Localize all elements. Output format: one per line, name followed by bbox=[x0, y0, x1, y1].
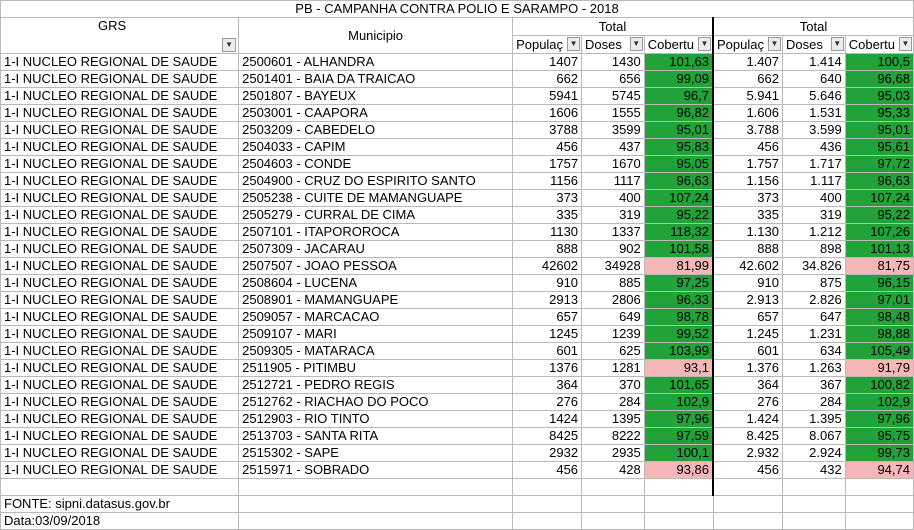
table-row bbox=[1, 224, 914, 241]
doses-b-cell[interactable]: 8.067 bbox=[783, 428, 846, 445]
coverage-a-cell[interactable]: 93,86 bbox=[644, 462, 713, 479]
coverage-b-cell[interactable]: 81,75 bbox=[845, 258, 913, 275]
coverage-b-cell[interactable]: 95,22 bbox=[845, 207, 913, 224]
column-header-label: Cobertu bbox=[647, 36, 695, 52]
empty-cell[interactable] bbox=[644, 496, 713, 513]
grs-cell[interactable]: 1-I NUCLEO REGIONAL DE SAUDE bbox=[1, 292, 239, 309]
doses-b-cell[interactable]: 319 bbox=[783, 207, 846, 224]
coverage-b-cell[interactable]: 107,24 bbox=[845, 190, 913, 207]
municipio-cell[interactable]: 2511905 - PITIMBU bbox=[239, 360, 513, 377]
empty-cell[interactable] bbox=[713, 496, 782, 513]
coverage-a-cell[interactable]: 101,65 bbox=[644, 377, 713, 394]
municipio-cell[interactable]: 2509107 - MARI bbox=[239, 326, 513, 343]
population-b-cell[interactable]: 1.156 bbox=[713, 173, 782, 190]
column-header-cob-a[interactable] bbox=[644, 36, 713, 54]
municipio-cell[interactable]: 2503209 - CABEDELO bbox=[239, 122, 513, 139]
doses-a-cell[interactable]: 370 bbox=[582, 377, 645, 394]
doses-b-cell[interactable]: 5.646 bbox=[783, 88, 846, 105]
empty-cell[interactable] bbox=[513, 513, 582, 530]
table-row bbox=[1, 326, 914, 343]
coverage-b-cell[interactable]: 95,03 bbox=[845, 88, 913, 105]
empty-cell[interactable] bbox=[845, 496, 913, 513]
coverage-a-cell[interactable]: 103,99 bbox=[644, 343, 713, 360]
municipio-cell[interactable]: 2507101 - ITAPOROROCA bbox=[239, 224, 513, 241]
empty-cell[interactable] bbox=[513, 479, 582, 496]
doses-a-cell[interactable]: 1337 bbox=[582, 224, 645, 241]
doses-a-cell[interactable]: 902 bbox=[582, 241, 645, 258]
doses-b-cell[interactable]: 1.414 bbox=[783, 54, 846, 71]
municipio-cell[interactable]: 2505279 - CURRAL DE CIMA bbox=[239, 207, 513, 224]
doses-b-cell[interactable]: 1.395 bbox=[783, 411, 846, 428]
population-b-cell[interactable]: 657 bbox=[713, 309, 782, 326]
doses-b-cell[interactable]: 875 bbox=[783, 275, 846, 292]
column-header-grs-label: GRS bbox=[97, 18, 127, 33]
coverage-a-cell[interactable]: 98,78 bbox=[644, 309, 713, 326]
population-b-cell[interactable]: 2.913 bbox=[713, 292, 782, 309]
municipio-cell[interactable]: 2512903 - RIO TINTO bbox=[239, 411, 513, 428]
municipio-cell[interactable]: 2503001 - CAAPORA bbox=[239, 105, 513, 122]
population-a-cell[interactable]: 888 bbox=[513, 241, 582, 258]
municipio-cell[interactable]: 2515971 - SOBRADO bbox=[239, 462, 513, 479]
doses-a-cell[interactable]: 2935 bbox=[582, 445, 645, 462]
column-header-doses-b[interactable] bbox=[783, 36, 846, 54]
grs-cell[interactable]: 1-I NUCLEO REGIONAL DE SAUDE bbox=[1, 309, 239, 326]
table-row bbox=[1, 428, 914, 445]
population-b-cell[interactable]: 601 bbox=[713, 343, 782, 360]
coverage-a-cell[interactable]: 101,58 bbox=[644, 241, 713, 258]
coverage-b-cell[interactable]: 101,13 bbox=[845, 241, 913, 258]
coverage-a-cell[interactable]: 97,25 bbox=[644, 275, 713, 292]
population-a-cell[interactable]: 456 bbox=[513, 462, 582, 479]
coverage-b-cell[interactable]: 94,74 bbox=[845, 462, 913, 479]
coverage-a-cell[interactable]: 102,9 bbox=[644, 394, 713, 411]
doses-b-cell[interactable]: 3.599 bbox=[783, 122, 846, 139]
population-b-cell[interactable]: 3.788 bbox=[713, 122, 782, 139]
population-b-cell[interactable]: 456 bbox=[713, 462, 782, 479]
coverage-a-cell[interactable]: 96,33 bbox=[644, 292, 713, 309]
population-a-cell[interactable]: 42602 bbox=[513, 258, 582, 275]
grs-cell[interactable]: 1-I NUCLEO REGIONAL DE SAUDE bbox=[1, 71, 239, 88]
municipio-cell[interactable]: 2512762 - RIACHAO DO POCO bbox=[239, 394, 513, 411]
date-note: Data:03/09/2018 bbox=[1, 513, 239, 530]
doses-a-cell[interactable]: 2806 bbox=[582, 292, 645, 309]
municipio-cell[interactable]: 2504900 - CRUZ DO ESPIRITO SANTO bbox=[239, 173, 513, 190]
column-header-label: Doses bbox=[786, 36, 823, 52]
grs-cell[interactable]: 1-I NUCLEO REGIONAL DE SAUDE bbox=[1, 462, 239, 479]
empty-cell[interactable] bbox=[239, 496, 513, 513]
doses-a-cell[interactable]: 1670 bbox=[582, 156, 645, 173]
population-b-cell[interactable]: 1.130 bbox=[713, 224, 782, 241]
doses-a-cell[interactable]: 284 bbox=[582, 394, 645, 411]
doses-b-cell[interactable]: 1.717 bbox=[783, 156, 846, 173]
chevron-down-icon[interactable]: ▼ bbox=[698, 37, 711, 51]
coverage-a-cell[interactable]: 96,7 bbox=[644, 88, 713, 105]
population-a-cell[interactable]: 601 bbox=[513, 343, 582, 360]
coverage-a-cell[interactable]: 95,22 bbox=[644, 207, 713, 224]
doses-a-cell[interactable]: 34928 bbox=[582, 258, 645, 275]
table-row bbox=[1, 71, 914, 88]
coverage-b-cell[interactable]: 96,63 bbox=[845, 173, 913, 190]
coverage-a-cell[interactable]: 97,96 bbox=[644, 411, 713, 428]
coverage-b-cell[interactable]: 96,68 bbox=[845, 71, 913, 88]
grs-cell[interactable]: 1-I NUCLEO REGIONAL DE SAUDE bbox=[1, 156, 239, 173]
table-row bbox=[1, 156, 914, 173]
doses-b-cell[interactable]: 2.924 bbox=[783, 445, 846, 462]
table-row bbox=[1, 275, 914, 292]
grs-cell[interactable]: 1-I NUCLEO REGIONAL DE SAUDE bbox=[1, 258, 239, 275]
municipio-cell[interactable]: 2504033 - CAPIM bbox=[239, 139, 513, 156]
table-row bbox=[1, 445, 914, 462]
population-b-cell[interactable]: 364 bbox=[713, 377, 782, 394]
empty-cell[interactable] bbox=[783, 479, 846, 496]
population-b-cell[interactable]: 42.602 bbox=[713, 258, 782, 275]
column-header-label: Populaç bbox=[516, 36, 564, 52]
table-row bbox=[1, 309, 914, 326]
coverage-b-cell[interactable]: 102,9 bbox=[845, 394, 913, 411]
doses-a-cell[interactable]: 656 bbox=[582, 71, 645, 88]
doses-a-cell[interactable]: 428 bbox=[582, 462, 645, 479]
population-b-cell[interactable]: 888 bbox=[713, 241, 782, 258]
table-row bbox=[1, 343, 914, 360]
municipio-cell[interactable]: 2513703 - SANTA RITA bbox=[239, 428, 513, 445]
population-b-cell[interactable]: 456 bbox=[713, 139, 782, 156]
doses-a-cell[interactable]: 1555 bbox=[582, 105, 645, 122]
grs-cell[interactable]: 1-I NUCLEO REGIONAL DE SAUDE bbox=[1, 241, 239, 258]
coverage-a-cell[interactable]: 95,05 bbox=[644, 156, 713, 173]
municipio-cell[interactable]: 2505238 - CUITE DE MAMANGUAPE bbox=[239, 190, 513, 207]
doses-a-cell[interactable]: 437 bbox=[582, 139, 645, 156]
municipio-cell[interactable]: 2515302 - SAPE bbox=[239, 445, 513, 462]
population-b-cell[interactable]: 373 bbox=[713, 190, 782, 207]
grs-cell[interactable]: 1-I NUCLEO REGIONAL DE SAUDE bbox=[1, 377, 239, 394]
table-row bbox=[1, 105, 914, 122]
empty-cell[interactable] bbox=[644, 513, 713, 530]
doses-a-cell[interactable]: 1395 bbox=[582, 411, 645, 428]
population-b-cell[interactable]: 910 bbox=[713, 275, 782, 292]
population-b-cell[interactable]: 1.376 bbox=[713, 360, 782, 377]
doses-a-cell[interactable]: 8222 bbox=[582, 428, 645, 445]
column-header-cob-b[interactable] bbox=[845, 36, 913, 54]
table-row bbox=[1, 207, 914, 224]
empty-cell[interactable] bbox=[239, 513, 513, 530]
table-row bbox=[1, 462, 914, 479]
municipio-cell[interactable]: 2509057 - MARCACAO bbox=[239, 309, 513, 326]
chevron-down-icon[interactable]: ▼ bbox=[831, 37, 844, 51]
population-a-cell[interactable]: 335 bbox=[513, 207, 582, 224]
grs-cell[interactable]: 1-I NUCLEO REGIONAL DE SAUDE bbox=[1, 139, 239, 156]
doses-a-cell[interactable]: 885 bbox=[582, 275, 645, 292]
population-b-cell[interactable]: 335 bbox=[713, 207, 782, 224]
empty-cell[interactable] bbox=[845, 479, 913, 496]
coverage-b-cell[interactable]: 107,26 bbox=[845, 224, 913, 241]
table-row bbox=[1, 292, 914, 309]
population-a-cell[interactable]: 8425 bbox=[513, 428, 582, 445]
source-note: FONTE: sipni.datasus.gov.br bbox=[1, 496, 239, 513]
empty-cell[interactable] bbox=[239, 479, 513, 496]
doses-a-cell[interactable]: 1117 bbox=[582, 173, 645, 190]
grs-cell[interactable]: 1-I NUCLEO REGIONAL DE SAUDE bbox=[1, 224, 239, 241]
population-b-cell[interactable]: 276 bbox=[713, 394, 782, 411]
coverage-b-cell[interactable]: 95,01 bbox=[845, 122, 913, 139]
municipio-cell[interactable]: 2507309 - JACARAU bbox=[239, 241, 513, 258]
population-b-cell[interactable]: 1.606 bbox=[713, 105, 782, 122]
doses-b-cell[interactable]: 1.531 bbox=[783, 105, 846, 122]
table-body bbox=[1, 54, 914, 479]
population-a-cell[interactable]: 910 bbox=[513, 275, 582, 292]
column-header-label: Doses bbox=[585, 36, 622, 52]
coverage-b-cell[interactable]: 95,61 bbox=[845, 139, 913, 156]
table-row bbox=[1, 360, 914, 377]
empty-cell[interactable] bbox=[513, 496, 582, 513]
coverage-b-cell[interactable]: 97,01 bbox=[845, 292, 913, 309]
population-a-cell[interactable]: 364 bbox=[513, 377, 582, 394]
municipio-cell[interactable]: 2512721 - PEDRO REGIS bbox=[239, 377, 513, 394]
coverage-a-cell[interactable]: 100,1 bbox=[644, 445, 713, 462]
coverage-b-cell[interactable]: 100,5 bbox=[845, 54, 913, 71]
empty-cell[interactable] bbox=[582, 479, 645, 496]
grs-cell[interactable]: 1-I NUCLEO REGIONAL DE SAUDE bbox=[1, 394, 239, 411]
chevron-down-icon[interactable]: ▼ bbox=[630, 37, 643, 51]
grs-cell[interactable]: 1-I NUCLEO REGIONAL DE SAUDE bbox=[1, 122, 239, 139]
column-header-municipio: Municipio bbox=[239, 18, 513, 54]
population-b-cell[interactable]: 1.757 bbox=[713, 156, 782, 173]
coverage-a-cell[interactable]: 107,24 bbox=[644, 190, 713, 207]
coverage-a-cell[interactable]: 93,1 bbox=[644, 360, 713, 377]
coverage-b-cell[interactable]: 98,48 bbox=[845, 309, 913, 326]
empty-cell[interactable] bbox=[783, 496, 846, 513]
doses-b-cell[interactable]: 367 bbox=[783, 377, 846, 394]
municipio-cell[interactable]: 2501807 - BAYEUX bbox=[239, 88, 513, 105]
coverage-b-cell[interactable]: 97,72 bbox=[845, 156, 913, 173]
doses-a-cell[interactable]: 625 bbox=[582, 343, 645, 360]
filter-icon[interactable]: ▼ bbox=[222, 38, 236, 52]
chevron-down-icon[interactable]: ▼ bbox=[768, 37, 781, 51]
table-row bbox=[1, 394, 914, 411]
population-a-cell[interactable]: 1245 bbox=[513, 326, 582, 343]
grs-cell[interactable]: 1-I NUCLEO REGIONAL DE SAUDE bbox=[1, 360, 239, 377]
grs-cell[interactable]: 1-I NUCLEO REGIONAL DE SAUDE bbox=[1, 105, 239, 122]
empty-cell[interactable] bbox=[783, 513, 846, 530]
doses-b-cell[interactable]: 432 bbox=[783, 462, 846, 479]
municipio-cell[interactable]: 2509305 - MATARACA bbox=[239, 343, 513, 360]
empty-cell[interactable] bbox=[713, 479, 782, 496]
doses-b-cell[interactable]: 634 bbox=[783, 343, 846, 360]
population-b-cell[interactable]: 8.425 bbox=[713, 428, 782, 445]
doses-b-cell[interactable]: 1.231 bbox=[783, 326, 846, 343]
coverage-b-cell[interactable]: 97,96 bbox=[845, 411, 913, 428]
doses-b-cell[interactable]: 898 bbox=[783, 241, 846, 258]
population-a-cell[interactable]: 373 bbox=[513, 190, 582, 207]
doses-b-cell[interactable]: 436 bbox=[783, 139, 846, 156]
population-a-cell[interactable]: 5941 bbox=[513, 88, 582, 105]
population-b-cell[interactable]: 1.407 bbox=[713, 54, 782, 71]
group-header-total-b: Total bbox=[713, 18, 913, 36]
population-b-cell[interactable]: 1.424 bbox=[713, 411, 782, 428]
table-row bbox=[1, 190, 914, 207]
municipio-cell[interactable]: 2508604 - LUCENA bbox=[239, 275, 513, 292]
grs-cell[interactable]: 1-I NUCLEO REGIONAL DE SAUDE bbox=[1, 428, 239, 445]
coverage-a-cell[interactable]: 95,83 bbox=[644, 139, 713, 156]
coverage-b-cell[interactable]: 98,88 bbox=[845, 326, 913, 343]
column-header-pop-b[interactable] bbox=[713, 36, 782, 54]
population-a-cell[interactable]: 1606 bbox=[513, 105, 582, 122]
table-row bbox=[1, 54, 914, 71]
grs-cell[interactable]: 1-I NUCLEO REGIONAL DE SAUDE bbox=[1, 275, 239, 292]
table-row bbox=[1, 88, 914, 105]
table-row bbox=[1, 122, 914, 139]
coverage-a-cell[interactable]: 81,99 bbox=[644, 258, 713, 275]
population-a-cell[interactable]: 1757 bbox=[513, 156, 582, 173]
population-b-cell[interactable]: 1.245 bbox=[713, 326, 782, 343]
doses-a-cell[interactable]: 5745 bbox=[582, 88, 645, 105]
doses-a-cell[interactable]: 649 bbox=[582, 309, 645, 326]
grs-cell[interactable]: 1-I NUCLEO REGIONAL DE SAUDE bbox=[1, 173, 239, 190]
chevron-down-icon[interactable]: ▼ bbox=[899, 37, 912, 51]
table-row bbox=[1, 173, 914, 190]
municipio-cell[interactable]: 2504603 - CONDE bbox=[239, 156, 513, 173]
grs-cell[interactable]: 1-I NUCLEO REGIONAL DE SAUDE bbox=[1, 54, 239, 71]
doses-a-cell[interactable]: 1239 bbox=[582, 326, 645, 343]
doses-b-cell[interactable]: 2.826 bbox=[783, 292, 846, 309]
group-header-total-a: Total bbox=[513, 18, 713, 36]
doses-a-cell[interactable]: 3599 bbox=[582, 122, 645, 139]
column-header-doses-a[interactable] bbox=[582, 36, 645, 54]
table-row bbox=[1, 241, 914, 258]
coverage-a-cell[interactable]: 96,63 bbox=[644, 173, 713, 190]
grs-cell[interactable]: 1-I NUCLEO REGIONAL DE SAUDE bbox=[1, 207, 239, 224]
municipio-cell[interactable]: 2507507 - JOAO PESSOA bbox=[239, 258, 513, 275]
grs-cell[interactable]: 1-I NUCLEO REGIONAL DE SAUDE bbox=[1, 343, 239, 360]
column-header-pop-a[interactable] bbox=[513, 36, 582, 54]
population-a-cell[interactable]: 456 bbox=[513, 139, 582, 156]
doses-b-cell[interactable]: 400 bbox=[783, 190, 846, 207]
grs-cell[interactable]: 1-I NUCLEO REGIONAL DE SAUDE bbox=[1, 326, 239, 343]
table-row bbox=[1, 411, 914, 428]
empty-cell[interactable] bbox=[1, 479, 239, 496]
doses-a-cell[interactable]: 400 bbox=[582, 190, 645, 207]
coverage-a-cell[interactable]: 97,59 bbox=[644, 428, 713, 445]
population-a-cell[interactable]: 3788 bbox=[513, 122, 582, 139]
municipio-cell[interactable]: 2508901 - MAMANGUAPE bbox=[239, 292, 513, 309]
doses-b-cell[interactable]: 284 bbox=[783, 394, 846, 411]
doses-b-cell[interactable]: 1.263 bbox=[783, 360, 846, 377]
doses-a-cell[interactable]: 1281 bbox=[582, 360, 645, 377]
table-row bbox=[1, 139, 914, 156]
empty-cell[interactable] bbox=[582, 513, 645, 530]
population-b-cell[interactable]: 5.941 bbox=[713, 88, 782, 105]
population-a-cell[interactable]: 1156 bbox=[513, 173, 582, 190]
doses-a-cell[interactable]: 1430 bbox=[582, 54, 645, 71]
table-row bbox=[1, 258, 914, 275]
coverage-b-cell[interactable]: 96,15 bbox=[845, 275, 913, 292]
municipio-cell[interactable]: 2500601 - ALHANDRA bbox=[239, 54, 513, 71]
grs-cell[interactable]: 1-I NUCLEO REGIONAL DE SAUDE bbox=[1, 88, 239, 105]
empty-cell[interactable] bbox=[713, 513, 782, 530]
column-header-label: Cobertu bbox=[848, 36, 895, 52]
coverage-a-cell[interactable]: 99,52 bbox=[644, 326, 713, 343]
population-a-cell[interactable]: 1376 bbox=[513, 360, 582, 377]
population-a-cell[interactable]: 657 bbox=[513, 309, 582, 326]
population-a-cell[interactable]: 2913 bbox=[513, 292, 582, 309]
doses-b-cell[interactable]: 647 bbox=[783, 309, 846, 326]
population-a-cell[interactable]: 1424 bbox=[513, 411, 582, 428]
doses-b-cell[interactable]: 1.212 bbox=[783, 224, 846, 241]
empty-cell[interactable] bbox=[644, 479, 713, 496]
doses-b-cell[interactable]: 1.117 bbox=[783, 173, 846, 190]
doses-b-cell[interactable]: 640 bbox=[783, 71, 846, 88]
doses-b-cell[interactable]: 34.826 bbox=[783, 258, 846, 275]
grs-cell[interactable]: 1-I NUCLEO REGIONAL DE SAUDE bbox=[1, 190, 239, 207]
coverage-b-cell[interactable]: 105,49 bbox=[845, 343, 913, 360]
coverage-a-cell[interactable]: 118,32 bbox=[644, 224, 713, 241]
population-a-cell[interactable]: 1407 bbox=[513, 54, 582, 71]
column-header-grs[interactable] bbox=[1, 18, 239, 54]
grs-cell[interactable]: 1-I NUCLEO REGIONAL DE SAUDE bbox=[1, 445, 239, 462]
coverage-b-cell[interactable]: 95,33 bbox=[845, 105, 913, 122]
coverage-a-cell[interactable]: 96,82 bbox=[644, 105, 713, 122]
coverage-a-cell[interactable]: 95,01 bbox=[644, 122, 713, 139]
column-header-label: Populaç bbox=[717, 36, 764, 52]
population-b-cell[interactable]: 2.932 bbox=[713, 445, 782, 462]
population-a-cell[interactable]: 276 bbox=[513, 394, 582, 411]
coverage-b-cell[interactable]: 99,73 bbox=[845, 445, 913, 462]
population-a-cell[interactable]: 1130 bbox=[513, 224, 582, 241]
coverage-b-cell[interactable]: 91,79 bbox=[845, 360, 913, 377]
coverage-b-cell[interactable]: 95,75 bbox=[845, 428, 913, 445]
population-b-cell[interactable]: 662 bbox=[713, 71, 782, 88]
chevron-down-icon[interactable]: ▼ bbox=[567, 37, 580, 51]
population-a-cell[interactable]: 662 bbox=[513, 71, 582, 88]
population-a-cell[interactable]: 2932 bbox=[513, 445, 582, 462]
sheet-title: PB - CAMPANHA CONTRA POLIO E SARAMPO - 2018 bbox=[1, 1, 914, 18]
table-row bbox=[1, 377, 914, 394]
municipio-cell[interactable]: 2501401 - BAIA DA TRAICAO bbox=[239, 71, 513, 88]
coverage-a-cell[interactable]: 99,09 bbox=[644, 71, 713, 88]
grs-cell[interactable]: 1-I NUCLEO REGIONAL DE SAUDE bbox=[1, 411, 239, 428]
coverage-a-cell[interactable]: 101,63 bbox=[644, 54, 713, 71]
empty-cell[interactable] bbox=[845, 513, 913, 530]
empty-cell[interactable] bbox=[582, 496, 645, 513]
coverage-b-cell[interactable]: 100,82 bbox=[845, 377, 913, 394]
doses-a-cell[interactable]: 319 bbox=[582, 207, 645, 224]
